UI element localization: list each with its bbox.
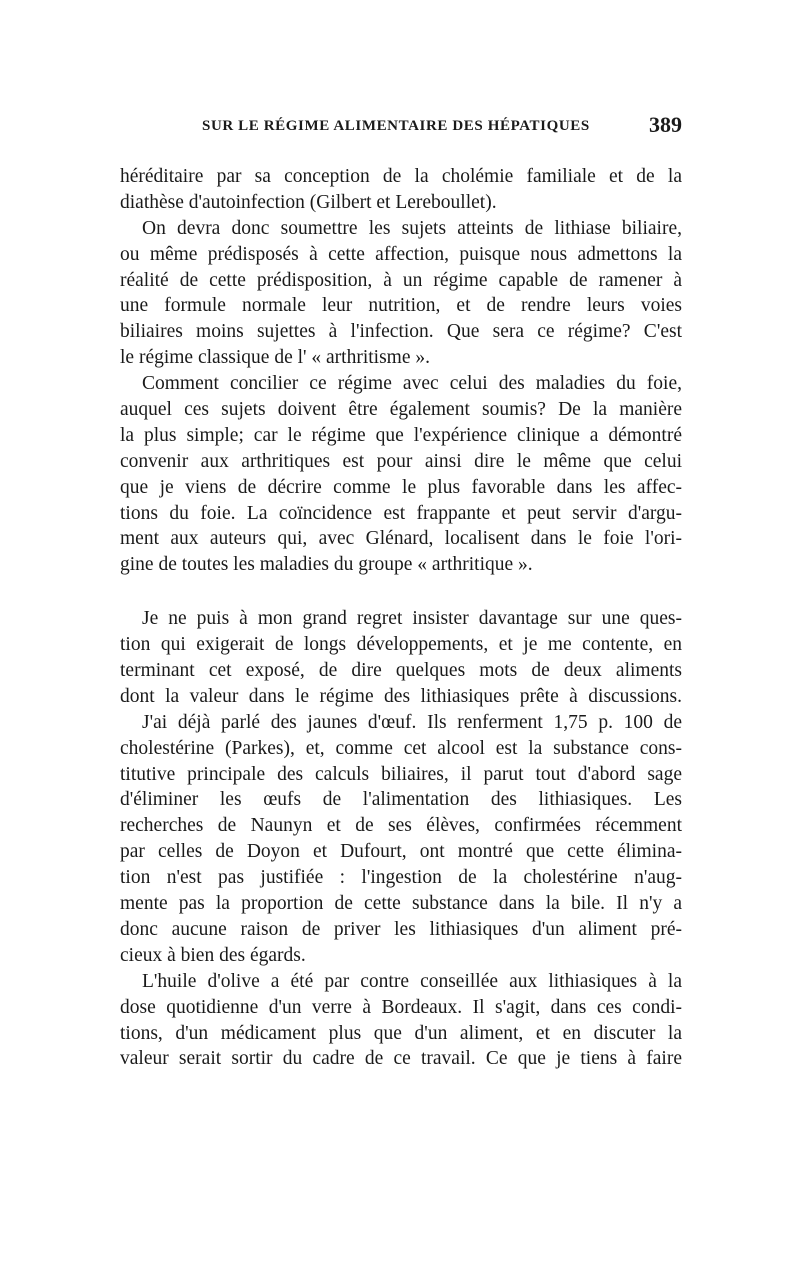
text-line: d'éliminer les œufs de l'alimentation des lithiasiques. Les <box>120 789 682 811</box>
text-line: Je ne puis à mon grand regret insister davantage sur une ques- <box>142 608 682 630</box>
text-line: terminant cet exposé, de dire quelques mots de deux aliments <box>120 660 682 682</box>
text-line: gine de toutes les maladies du groupe « arthritique ». <box>120 554 533 576</box>
text-line: auquel ces sujets doivent être également soumis? De la manière <box>120 399 682 421</box>
text-line: ou même prédisposés à cette affection, puisque nous admettons la <box>120 243 682 265</box>
text-line: titutive principale des calculs biliaires, il parut tout d'abord sage <box>120 763 682 785</box>
text-line: tions, d'un médicament plus que d'un aliment, et en discuter la <box>120 1022 682 1044</box>
text-line: héréditaire par sa conception de la cholémie familiale et de la <box>120 166 682 187</box>
paragraph-gap <box>120 578 682 606</box>
text-line: diathèse d'autoinfection (Gilbert et Lereboullet). <box>120 191 497 213</box>
running-title: SUR LE RÉGIME ALIMENTAIRE DES HÉPATIQUES <box>202 118 590 134</box>
text-line: tion n'est pas justifiée : l'ingestion de la cholestérine n'aug- <box>120 867 682 889</box>
text-line: le régime classique de l' « arthritisme ». <box>120 347 431 369</box>
text-line: biliaires moins sujettes à l'infection. Que sera ce régime? C'est <box>120 321 682 343</box>
text-line: mente pas la proportion de cette substance dans la bile. Il n'y a <box>120 893 682 915</box>
book-page <box>120 112 682 1072</box>
text-line: par celles de Doyon et Dufourt, ont montré que cette élimina- <box>120 841 682 863</box>
text-line: réalité de cette prédisposition, à un régime capable de ramener à <box>120 269 682 291</box>
running-head <box>120 112 682 146</box>
text-line: une formule normale leur nutrition, et de rendre leurs voies <box>120 295 682 317</box>
text-line: valeur serait sortir du cadre de ce travail. Ce que je tiens à faire <box>120 1048 682 1070</box>
text-line: donc aucune raison de priver les lithiasiques d'un aliment pré- <box>120 918 682 940</box>
text-line: que je viens de décrire comme le plus favorable dans les affec- <box>120 476 682 498</box>
text-line: recherches de Naunyn et de ses élèves, confirmées récemment <box>120 815 682 837</box>
page-number: 389 <box>649 112 682 137</box>
text-line: On devra donc soumettre les sujets atteints de lithiase biliaire, <box>142 217 682 239</box>
text-line: convenir aux arthritiques est pour ainsi dire le même que celui <box>120 450 682 472</box>
text-line: L'huile d'olive a été par contre conseillée aux lithiasiques à la <box>142 970 682 992</box>
text-line: Comment concilier ce régime avec celui des maladies du foie, <box>142 373 682 395</box>
text-line: ment aux auteurs qui, avec Glénard, localisent dans le foie l'ori- <box>120 528 682 550</box>
text-line: cholestérine (Parkes), et, comme cet alcool est la substance cons- <box>120 737 682 759</box>
text-line: cieux à bien des égards. <box>120 944 306 966</box>
text-line: J'ai déjà parlé des jaunes d'œuf. Ils renferment 1,75 p. 100 de <box>142 711 682 733</box>
text-line: tions du foie. La coïncidence est frappante et peut servir d'argu- <box>120 502 682 524</box>
text-line: dose quotidienne d'un verre à Bordeaux. Il s'agit, dans ces condi- <box>120 996 682 1018</box>
text-line: tion qui exigerait de longs développements, et je me contente, en <box>120 634 682 656</box>
text-line: la plus simple; car le régime que l'expérience clinique a démontré <box>120 424 682 446</box>
text-line: dont la valeur dans le régime des lithiasiques prête à discussions. <box>120 685 682 707</box>
body-text <box>120 164 682 1072</box>
